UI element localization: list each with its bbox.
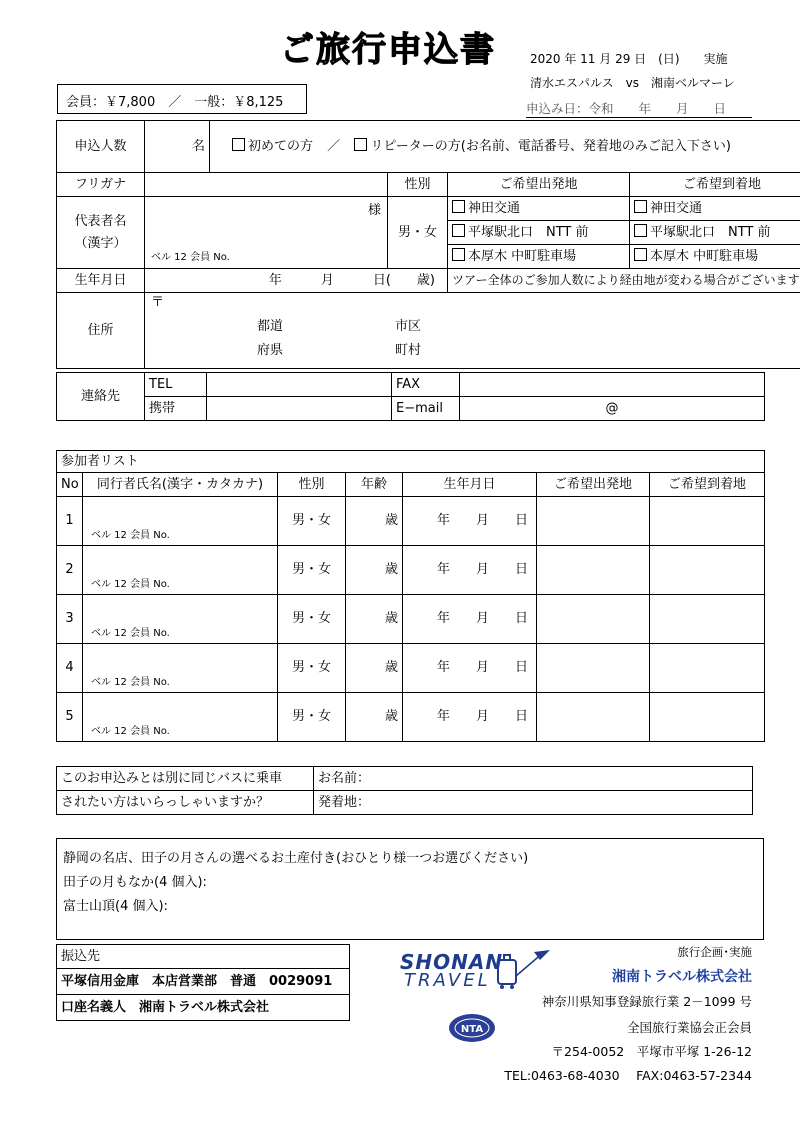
row-member-no: ベル 12 会員 No. [91, 579, 170, 590]
row-no: 1 [57, 497, 83, 546]
header-no: No [57, 473, 83, 497]
row-age[interactable]: 歳 [346, 497, 403, 546]
row-arrive[interactable] [650, 546, 765, 595]
luggage-icon [494, 948, 556, 992]
row-age[interactable]: 歳 [346, 595, 403, 644]
header-gender: 性別 [278, 473, 346, 497]
shonan-travel-logo [398, 946, 558, 996]
depart-option-3[interactable] [448, 245, 630, 269]
location-label: 本厚木 中町駐車場 [468, 249, 577, 265]
row-gender[interactable]: 男・女 [278, 546, 346, 595]
rep-gender[interactable]: 男・女 [388, 197, 448, 269]
todo-label: 都道 [257, 319, 284, 334]
shiku-label: 市区 [395, 319, 422, 334]
logo-top-text: SHONAN [400, 950, 504, 974]
rep-name-field[interactable] [145, 197, 388, 269]
apply-date: 申込み日：令和 年 月 日 [526, 99, 752, 118]
payment-bank: 平塚信用金庫 本店営業部 普通 0029091 [57, 969, 350, 995]
payment-table [56, 944, 350, 1021]
rep-name-label-l2: （漢字） [74, 235, 127, 251]
birth-field[interactable] [145, 269, 448, 293]
same-bus-question-1: このお申込みとは別に同じバスに乗車 [57, 767, 314, 791]
row-member-no: ベル 12 会員 No. [91, 677, 170, 688]
first-time-checkbox[interactable] [232, 138, 245, 151]
row-gender[interactable]: 男・女 [278, 693, 346, 742]
location-label: 本厚木 中町駐車場 [650, 249, 759, 265]
table-row [57, 595, 765, 644]
planner-label: 旅行企画･実施 [677, 945, 752, 959]
row-name-field[interactable] [83, 644, 278, 693]
depart-label: ご希望出発地 [448, 173, 630, 197]
fax-field[interactable] [460, 373, 765, 397]
row-arrive[interactable] [650, 644, 765, 693]
arrive-option-2[interactable] [630, 221, 800, 245]
checkbox[interactable] [452, 248, 465, 261]
same-bus-question-2: されたい方はいらっしゃいますか？ [57, 791, 314, 815]
location-label: 神田交通 [468, 201, 521, 217]
checkbox[interactable] [452, 200, 465, 213]
email-field[interactable] [460, 397, 765, 421]
repeater-checkbox[interactable] [354, 138, 367, 151]
first-time-label: 初めての方 [248, 139, 314, 155]
row-age[interactable]: 歳 [346, 546, 403, 595]
address-field[interactable] [145, 293, 800, 369]
at-mark: @ [605, 400, 619, 416]
email-label: E−mail [392, 397, 460, 421]
row-name-field[interactable] [83, 546, 278, 595]
company-address: 〒254-0052 平塚市平塚 1-26-12 [551, 1044, 752, 1059]
gender-label: 性別 [388, 173, 448, 197]
location-label: 神田交通 [650, 201, 703, 217]
row-no: 5 [57, 693, 83, 742]
row-gender[interactable]: 男・女 [278, 644, 346, 693]
table-row [57, 546, 765, 595]
price-box: 会員：￥7,800 ／ 一般：￥8,125 [57, 84, 307, 114]
furigana-label: フリガナ [57, 173, 145, 197]
count-unit: 名 [191, 138, 205, 154]
same-bus-table [56, 766, 753, 815]
row-birth[interactable]: 年 月 日 [403, 644, 537, 693]
table-row [57, 497, 765, 546]
row-no: 3 [57, 595, 83, 644]
depart-option-1[interactable] [448, 197, 630, 221]
row-depart[interactable] [537, 644, 650, 693]
birth-value: 年 月 日( 歳) [268, 272, 435, 288]
tel-field[interactable] [207, 373, 392, 397]
arrive-label: ご希望到着地 [630, 173, 800, 197]
row-gender[interactable]: 男・女 [278, 595, 346, 644]
row-depart[interactable] [537, 693, 650, 742]
row-member-no: ベル 12 会員 No. [91, 628, 170, 639]
company-name: 湘南トラベル株式会社 [612, 969, 752, 985]
rep-name-label [57, 197, 145, 269]
tel-label: TEL [145, 373, 207, 397]
birth-label: 生年月日 [57, 269, 145, 293]
row-arrive[interactable] [650, 693, 765, 742]
svg-text:NTA: NTA [460, 1024, 484, 1035]
souvenir-intro: 静岡の名店、田子の月さんの選べるお土産付き(おひとり様一つお選びください) [63, 851, 529, 866]
count-label: 申込人数 [57, 121, 145, 173]
header-arrive: ご希望到着地 [650, 473, 765, 497]
repeater-label: リピーターの方(お名前、電話番号、発着地のみご記入下さい) [370, 139, 731, 155]
row-no: 4 [57, 644, 83, 693]
participants-header [57, 473, 765, 497]
header-age: 年齢 [346, 473, 403, 497]
company-phone: TEL:0463-68-4030 FAX:0463-57-2344 [504, 1068, 752, 1083]
depart-option-2[interactable] [448, 221, 630, 245]
row-age[interactable]: 歳 [346, 644, 403, 693]
type-separator: ／ [327, 139, 341, 155]
row-name-field[interactable] [83, 497, 278, 546]
row-birth[interactable]: 年 月 日 [403, 546, 537, 595]
arrive-option-3[interactable] [630, 245, 800, 269]
row-birth[interactable]: 年 月 日 [403, 693, 537, 742]
sama-label: 様 [367, 203, 381, 218]
association-emblem-icon [447, 1012, 497, 1044]
row-age[interactable]: 歳 [346, 693, 403, 742]
souvenir-option-1[interactable]: 田子の月もなか(4 個入): [63, 875, 207, 890]
header-depart: ご希望出発地 [537, 473, 650, 497]
row-arrive[interactable] [650, 497, 765, 546]
header-name: 同行者氏名(漢字・カタカナ) [83, 473, 278, 497]
count-field[interactable] [145, 121, 210, 173]
contact-label: 連絡先 [57, 373, 145, 421]
visitor-type [210, 121, 800, 173]
checkbox[interactable] [634, 248, 647, 261]
row-member-no: ベル 12 会員 No. [91, 530, 170, 541]
checkbox[interactable] [452, 224, 465, 237]
location-label: 平塚駅北口 NTT 前 [468, 225, 589, 241]
header-birth: 生年月日 [403, 473, 537, 497]
company-association: 全国旅行業協会正会員 [626, 1020, 752, 1035]
participants-title: 参加者リスト [57, 451, 765, 473]
row-member-no: ベル 12 会員 No. [91, 726, 170, 737]
fuken-label: 府県 [257, 343, 284, 358]
row-gender[interactable]: 男・女 [278, 497, 346, 546]
row-birth[interactable]: 年 月 日 [403, 497, 537, 546]
form-title: ご旅行申込書 [280, 30, 496, 70]
row-depart[interactable] [537, 595, 650, 644]
location-label: 平塚駅北口 NTT 前 [650, 225, 771, 241]
mobile-field[interactable] [207, 397, 392, 421]
route-note: ツアー全体のご参加人数により経由地が変わる場合がございます [448, 269, 800, 293]
row-arrive[interactable] [650, 595, 765, 644]
table-row [57, 644, 765, 693]
fax-label: FAX [392, 373, 460, 397]
event-date: 2020 年 11 月 29 日 (日) 実施 [530, 52, 728, 66]
chouson-label: 町村 [395, 343, 422, 358]
rep-member-no: ベル 12 会員 No. [151, 252, 230, 263]
furigana-field[interactable] [145, 173, 388, 197]
arrive-option-1[interactable] [630, 197, 800, 221]
row-no: 2 [57, 546, 83, 595]
same-bus-name[interactable]: お名前： [314, 767, 753, 791]
checkbox[interactable] [634, 200, 647, 213]
row-birth[interactable]: 年 月 日 [403, 595, 537, 644]
company-registration: 神奈川県知事登録旅行業 2－1099 号 [541, 994, 752, 1009]
contact-table [56, 372, 765, 421]
souvenir-box [56, 838, 764, 940]
applicant-table [56, 120, 800, 369]
table-row [57, 693, 765, 742]
mobile-label: 携帯 [145, 397, 207, 421]
postal-mark: 〒 [151, 295, 165, 310]
row-depart[interactable] [537, 497, 650, 546]
rep-name-label-l1: 代表者名 [74, 213, 127, 229]
same-bus-place[interactable]: 発着地： [314, 791, 753, 815]
participants-table [56, 450, 765, 742]
checkbox[interactable] [634, 224, 647, 237]
event-match: 清水エスパルス vs 湘南ベルマーレ [530, 76, 735, 90]
row-depart[interactable] [537, 546, 650, 595]
payment-holder: 口座名義人 湘南トラベル株式会社 [57, 995, 350, 1021]
logo-bottom-text: TRAVEL [404, 970, 491, 991]
row-name-field[interactable] [83, 595, 278, 644]
souvenir-option-2[interactable]: 富士山頂(4 個入): [63, 899, 168, 914]
row-name-field[interactable] [83, 693, 278, 742]
payment-title: 振込先 [57, 945, 350, 969]
address-label: 住所 [57, 293, 145, 369]
